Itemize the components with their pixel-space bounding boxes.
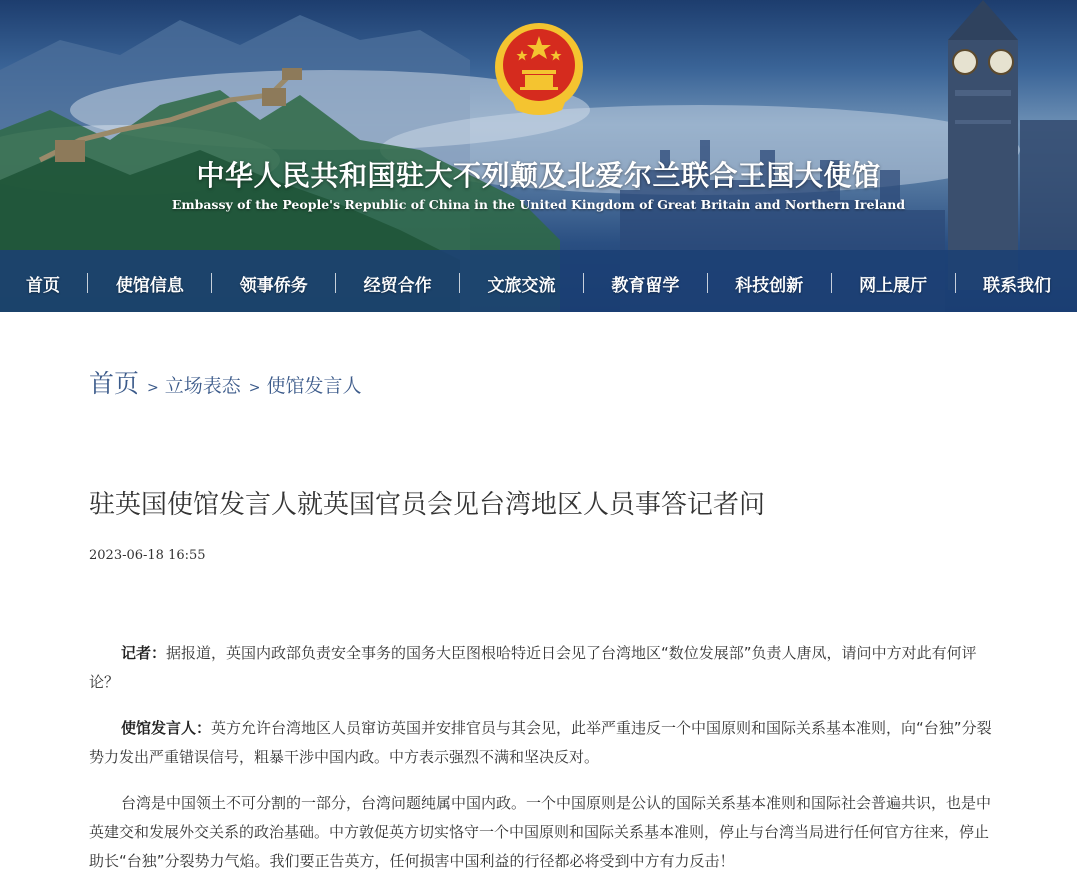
breadcrumb: [89, 364, 362, 400]
national-emblem-icon: [492, 20, 586, 116]
nav-item-embassy-info[interactable]: 使馆信息: [115, 275, 184, 296]
paragraph-text: 英方允许台湾地区人员窜访英国并安排官员与其会见，此举严重违反一个中国原则和国际关系基本准则，向“台独”分裂势力发出严重错误信号，粗暴干涉中国内政。中方表示强烈不满和坚决反对。: [89, 719, 992, 766]
nav-item-consular[interactable]: 领事侨务: [239, 275, 308, 296]
breadcrumb-home[interactable]: 首页: [89, 369, 140, 398]
paragraph-text: 据报道，英国内政部负责安全事务的国务大臣图根哈特近日会见了台湾地区“数位发展部”负责人唐凤，请问中方对此有何评论？: [89, 644, 977, 691]
nav-divider: [87, 273, 88, 293]
nav-item-trade[interactable]: 经贸合作: [363, 275, 432, 296]
article-date: 2023-06-18 16:55: [89, 548, 206, 563]
nav-item-home[interactable]: 首页: [26, 275, 60, 296]
nav-divider: [831, 273, 832, 293]
nav-divider: [583, 273, 584, 293]
nav-divider: [211, 273, 212, 293]
article-title: 驻英国使馆发言人就英国官员会见台湾地区人员事答记者问: [89, 490, 766, 520]
nav-divider: [335, 273, 336, 293]
nav-item-education[interactable]: 教育留学: [611, 275, 680, 296]
site-title-en: Embassy of the People's Republic of China in the United Kingdom of Great Britain and Northern Ireland: [171, 197, 906, 212]
speaker-label: 记者：: [121, 644, 167, 662]
nav-divider: [459, 273, 460, 293]
header-banner: [0, 0, 1077, 312]
nav-item-contact[interactable]: 联系我们: [983, 275, 1051, 296]
breadcrumb-item-position[interactable]: 立场表态: [164, 375, 241, 397]
speaker-label: 使馆发言人：: [121, 719, 212, 737]
article-paragraph: [89, 789, 999, 876]
article-paragraph: [89, 639, 999, 697]
nav-divider: [707, 273, 708, 293]
paragraph-text: 台湾是中国领土不可分割的一部分，台湾问题纯属中国内政。一个中国原则是公认的国际关系基本准则和国际社会普遍共识，也是中英建交和发展外交关系的政治基础。中方敦促英方切实恪守一个中国原则和国际关系基本准则，停止与台湾当局进行任何官方往来，停止助长“台独”分裂势力气焰。我们要正告英方，任何损害中国利益的行径都必将受到中方有力反击！: [89, 794, 992, 870]
breadcrumb-item-spokesperson[interactable]: 使馆发言人: [266, 375, 362, 397]
nav-item-online-exhibition[interactable]: 网上展厅: [859, 275, 928, 296]
nav-item-technology[interactable]: 科技创新: [735, 275, 804, 296]
main-nav: [0, 264, 1077, 302]
article-paragraph: [89, 714, 999, 772]
breadcrumb-separator: >: [147, 380, 159, 396]
nav-item-culture[interactable]: 文旅交流: [487, 275, 556, 296]
breadcrumb-separator: >: [248, 380, 261, 396]
nav-divider: [955, 273, 956, 293]
site-title-cn: 中华人民共和国驻大不列颠及北爱尔兰联合王国大使馆: [196, 159, 881, 192]
